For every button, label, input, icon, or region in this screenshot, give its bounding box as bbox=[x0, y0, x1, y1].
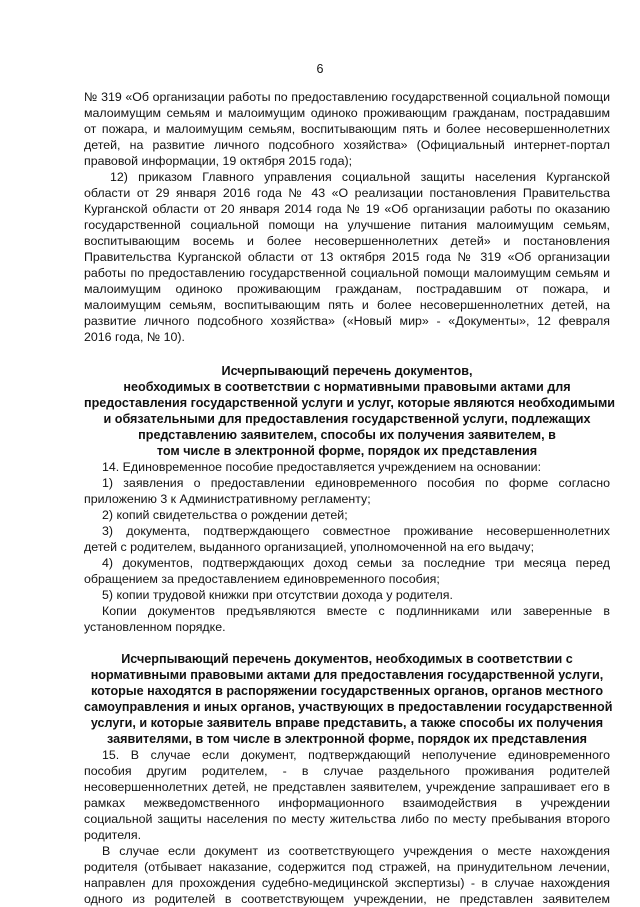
text-line: детей, на развитие личного подсобного хозяйства» (Официальный интернет-портал bbox=[84, 138, 610, 152]
page-number: 6 bbox=[316, 62, 324, 76]
text-line: направлен для прохождения судебно-медицинской экспертизы) - в случае нахождения bbox=[84, 876, 610, 890]
section-heading: Исчерпывающий перечень документов, bbox=[221, 364, 473, 378]
text-line: одного из родителей в соответствующем учреждении, не представлен заявителем bbox=[84, 892, 610, 906]
text-line: пособия другим родителем, - в случае раздельного проживания родителей bbox=[84, 764, 610, 778]
text-line: социальной защиты населения по месту жительства либо по месту пребывания второго bbox=[84, 812, 610, 826]
text-line: Копии документов предъявляются вместе с подлинниками или заверенные в bbox=[102, 604, 610, 618]
text-line: Правительства Курганской области от 13 октября 2015 года № 319 «Об организации bbox=[84, 250, 610, 264]
text-line: от пожара, и малоимущим семьям, воспитывающим пять и более несовершеннолетних bbox=[84, 122, 610, 136]
text-line: 12) приказом Главного управления социальной защиты населения Курганской bbox=[110, 170, 610, 184]
text-line: В случае если документ из соответствующего учреждения о месте нахождения bbox=[102, 844, 610, 858]
section-heading: услуги, и которые заявитель вправе представить, а также способы их получения bbox=[90, 716, 604, 730]
section-heading: нормативными правовыми актами для предоставления государственной услуги, bbox=[90, 668, 604, 682]
text-line: воспитывающим восемь и более несовершеннолетних детей» и постановления bbox=[84, 234, 610, 248]
section-heading: Исчерпывающий перечень документов, необходимых в соответствии с bbox=[121, 652, 573, 666]
section-heading: предоставления государственной услуги и услуг, которые являются необходимыми bbox=[84, 396, 616, 410]
text-line: малоимущим одиноко проживающим гражданам, пострадавшим от пожара, и bbox=[84, 282, 610, 296]
text-line: детей с родителем, выданного организацией, уполномоченной на его выдачу; bbox=[84, 540, 535, 554]
text-line: 2) копий свидетельства о рождении детей; bbox=[102, 508, 348, 522]
section-heading: заявителями, в том числе в электронной форме, порядок их представления bbox=[107, 732, 587, 746]
section-heading: необходимых в соответствии с нормативными правовыми актами для bbox=[123, 380, 571, 394]
section-heading: самоуправления и иных органов, участвующих в предоставлении государственной bbox=[84, 700, 613, 714]
text-line: 2016 года, № 10). bbox=[84, 330, 185, 344]
text-line: 4) документов, подтверждающих доход семьи за последние три месяца перед bbox=[102, 556, 610, 570]
text-line: установленном порядке. bbox=[84, 620, 226, 634]
text-line: 5) копии трудовой книжки при отсутствии дохода у родителя. bbox=[102, 588, 453, 602]
section-heading: и обязательными для предоставления государственной услуги, подлежащих bbox=[103, 412, 591, 426]
text-line: родителя. bbox=[84, 828, 142, 842]
text-line: несовершеннолетних детей, не представлен заявителем, учреждение запрашивает его в bbox=[84, 780, 610, 794]
text-line: обращением за предоставлением единовременного пособия; bbox=[84, 572, 440, 586]
text-line: малоимущим семьям, воспитывающим пять и более несовершеннолетних детей, на bbox=[84, 298, 610, 312]
section-heading: том числе в электронной форме, порядок их представления bbox=[156, 444, 538, 458]
text-line: № 319 «Об организации работы по предоставлению государственной социальной помощи bbox=[84, 90, 610, 104]
text-line: приложению 3 к Административному регламенту; bbox=[84, 492, 371, 506]
text-line: правовой информации, 19 октября 2015 года); bbox=[84, 154, 353, 168]
text-line: Курганской области от 20 января 2014 года № 19 «Об организации работы по оказанию bbox=[84, 202, 610, 216]
section-heading: которые находятся в распоряжении государственных органов, органов местного bbox=[90, 684, 604, 698]
text-line: 3) документа, подтверждающего совместное проживание несовершеннолетних bbox=[102, 524, 610, 538]
text-line: работы по предоставлению государственной социальной помощи малоимущим семьям и bbox=[84, 266, 610, 280]
text-line: 15. В случае если документ, подтверждающий неполучение единовременного bbox=[102, 748, 610, 762]
text-line: государственной социальной помощи на улучшение питания малоимущим семьям, bbox=[84, 218, 610, 232]
text-line: области от 29 января 2016 года № 43 «О реализации постановления Правительства bbox=[84, 186, 610, 200]
text-line: 1) заявления о предоставлении единовременного пособия по форме согласно bbox=[102, 476, 610, 490]
text-line: малоимущим семьям и малоимущим одиноко проживающим гражданам, пострадавшим bbox=[84, 106, 610, 120]
text-line: рамках межведомственного информационного взаимодействия в учреждении bbox=[84, 796, 610, 810]
text-line: 14. Единовременное пособие предоставляется учреждением на основании: bbox=[102, 460, 542, 474]
text-line: развитие личного подсобного хозяйства» («Новый мир» - «Документы», 12 февраля bbox=[84, 314, 610, 328]
section-heading: представлению заявителем, способы их получения заявителем, в bbox=[138, 428, 556, 442]
text-line: родителя (отбывает наказание, содержится под стражей, на принудительном лечении, bbox=[84, 860, 610, 874]
